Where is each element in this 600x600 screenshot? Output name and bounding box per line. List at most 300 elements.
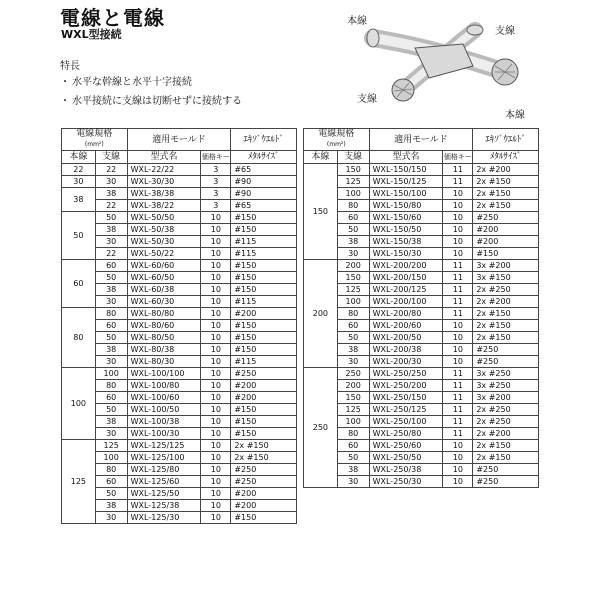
- table-row: [62, 212, 297, 224]
- model-cell: WXL-150/60: [369, 212, 443, 224]
- bullet: ・: [60, 96, 70, 107]
- table-row: [62, 176, 297, 188]
- price-key-cell: 10: [201, 320, 231, 332]
- table-row: [304, 416, 539, 428]
- model-cell: WXL-250/125: [369, 404, 443, 416]
- metal-size-cell: 3x #250: [473, 380, 539, 392]
- header-main: 本線: [62, 151, 96, 164]
- table-row: [304, 224, 539, 236]
- branch-cell: 125: [95, 440, 127, 452]
- price-key-cell: 10: [201, 224, 231, 236]
- branch-cell: 60: [95, 320, 127, 332]
- table-row: [62, 236, 297, 248]
- model-cell: WXL-250/150: [369, 392, 443, 404]
- price-key-cell: 10: [201, 452, 231, 464]
- price-key-cell: 10: [201, 356, 231, 368]
- table-row: [62, 248, 297, 260]
- model-cell: WXL-150/38: [369, 236, 443, 248]
- metal-size-cell: #250: [231, 476, 297, 488]
- price-key-cell: 10: [443, 188, 473, 200]
- metal-size-cell: 2x #150: [473, 320, 539, 332]
- branch-cell: 50: [337, 224, 369, 236]
- metal-size-cell: #250: [473, 464, 539, 476]
- model-cell: WXL-22/22: [127, 164, 201, 176]
- branch-cell: 50: [337, 452, 369, 464]
- table-row: [304, 200, 539, 212]
- model-cell: WXL-150/30: [369, 248, 443, 260]
- branch-cell: 150: [337, 272, 369, 284]
- table-row: [304, 368, 539, 380]
- model-cell: WXL-200/50: [369, 332, 443, 344]
- feature-text: 水平な幹線と水平十字接続: [72, 77, 192, 88]
- metal-size-cell: #250: [473, 356, 539, 368]
- model-cell: WXL-250/30: [369, 476, 443, 488]
- price-key-cell: 10: [443, 464, 473, 476]
- branch-cell: 30: [95, 428, 127, 440]
- price-key-cell: 10: [201, 440, 231, 452]
- price-key-cell: 11: [443, 260, 473, 272]
- header-branch: 支線: [337, 151, 369, 164]
- table-row: [62, 476, 297, 488]
- model-cell: WXL-60/38: [127, 284, 201, 296]
- model-cell: WXL-150/100: [369, 188, 443, 200]
- header-exo: ｴｷｿﾞｳｴﾙﾄﾞ: [231, 129, 297, 151]
- metal-size-cell: 2x #150: [473, 200, 539, 212]
- table-row: [62, 308, 297, 320]
- feature-item: [60, 73, 192, 88]
- model-cell: WXL-38/22: [127, 200, 201, 212]
- model-cell: WXL-250/38: [369, 464, 443, 476]
- metal-size-cell: #150: [231, 260, 297, 272]
- branch-cell: 22: [95, 164, 127, 176]
- table-row: [62, 392, 297, 404]
- model-cell: WXL-125/30: [127, 512, 201, 524]
- table-row: [304, 464, 539, 476]
- table-row: [62, 428, 297, 440]
- main-wire-cell: 125: [62, 440, 96, 524]
- price-key-cell: 3: [201, 188, 231, 200]
- metal-size-cell: #200: [231, 488, 297, 500]
- table-row: [304, 428, 539, 440]
- model-cell: WXL-125/38: [127, 500, 201, 512]
- price-key-cell: 11: [443, 164, 473, 176]
- metal-size-cell: #150: [231, 332, 297, 344]
- metal-size-cell: #150: [231, 284, 297, 296]
- price-key-cell: 10: [201, 272, 231, 284]
- header-wire-spec: 電線規格 (mm²): [304, 129, 370, 151]
- header-price-key: 価格キー: [201, 151, 231, 164]
- branch-cell: 30: [95, 296, 127, 308]
- label-branch-top: 支線: [495, 26, 515, 37]
- branch-cell: 22: [95, 248, 127, 260]
- table-row: [62, 500, 297, 512]
- main-wire-cell: 30: [62, 176, 96, 188]
- model-cell: WXL-200/100: [369, 296, 443, 308]
- metal-size-cell: #150: [231, 404, 297, 416]
- branch-cell: 60: [95, 392, 127, 404]
- price-key-cell: 10: [201, 296, 231, 308]
- main-wire-cell: 38: [62, 188, 96, 212]
- metal-size-cell: 2x #150: [473, 308, 539, 320]
- metal-size-cell: #200: [231, 500, 297, 512]
- table-row: [62, 320, 297, 332]
- table-row: [304, 284, 539, 296]
- table-row: [62, 296, 297, 308]
- branch-cell: 80: [95, 464, 127, 476]
- branch-cell: 50: [95, 404, 127, 416]
- model-cell: WXL-250/50: [369, 452, 443, 464]
- header-model: 型式名: [127, 151, 201, 164]
- header-main: 本線: [304, 151, 338, 164]
- table-row: [304, 356, 539, 368]
- metal-size-cell: 2x #150: [473, 176, 539, 188]
- branch-cell: 30: [95, 176, 127, 188]
- price-key-cell: 10: [201, 260, 231, 272]
- header-price-key: 価格キー: [443, 151, 473, 164]
- price-key-cell: 10: [443, 236, 473, 248]
- branch-cell: 80: [337, 308, 369, 320]
- model-cell: WXL-125/125: [127, 440, 201, 452]
- header-exo: ｴｷｿﾞｳｴﾙﾄﾞ: [473, 129, 539, 151]
- model-cell: WXL-125/100: [127, 452, 201, 464]
- branch-cell: 60: [337, 320, 369, 332]
- model-cell: WXL-125/80: [127, 464, 201, 476]
- features-heading: 特長: [60, 61, 80, 72]
- metal-size-cell: 2x #150: [473, 188, 539, 200]
- table-row: [62, 356, 297, 368]
- branch-cell: 60: [337, 440, 369, 452]
- table-row: [304, 248, 539, 260]
- table-row: [304, 308, 539, 320]
- branch-cell: 38: [337, 464, 369, 476]
- model-cell: WXL-38/38: [127, 188, 201, 200]
- price-key-cell: 10: [201, 380, 231, 392]
- metal-size-cell: #150: [231, 224, 297, 236]
- price-key-cell: 11: [443, 416, 473, 428]
- metal-size-cell: 3x #200: [473, 260, 539, 272]
- table-row: [62, 344, 297, 356]
- model-cell: WXL-200/150: [369, 272, 443, 284]
- branch-cell: 38: [337, 236, 369, 248]
- price-key-cell: 10: [201, 476, 231, 488]
- branch-cell: 30: [337, 248, 369, 260]
- price-key-cell: 10: [443, 344, 473, 356]
- header-wire-spec: 電線規格 (mm²): [62, 129, 128, 151]
- branch-cell: 38: [95, 224, 127, 236]
- price-key-cell: 10: [201, 392, 231, 404]
- table-row: [304, 380, 539, 392]
- model-cell: WXL-60/60: [127, 260, 201, 272]
- bullet: ・: [60, 77, 70, 88]
- price-key-cell: 11: [443, 404, 473, 416]
- metal-size-cell: #250: [231, 368, 297, 380]
- price-key-cell: 11: [443, 284, 473, 296]
- price-key-cell: 10: [443, 440, 473, 452]
- table-row: [62, 188, 297, 200]
- model-cell: WXL-250/200: [369, 380, 443, 392]
- price-key-cell: 10: [443, 248, 473, 260]
- table-row: [304, 452, 539, 464]
- price-key-cell: 10: [201, 488, 231, 500]
- metal-size-cell: #150: [231, 428, 297, 440]
- branch-cell: 100: [337, 296, 369, 308]
- price-key-cell: 10: [201, 236, 231, 248]
- metal-size-cell: #65: [231, 200, 297, 212]
- price-key-cell: 10: [443, 224, 473, 236]
- metal-size-cell: 2x #200: [473, 296, 539, 308]
- table-row: [304, 344, 539, 356]
- metal-size-cell: #65: [231, 164, 297, 176]
- branch-cell: 38: [95, 284, 127, 296]
- header-model: 型式名: [369, 151, 443, 164]
- price-key-cell: 10: [443, 332, 473, 344]
- price-key-cell: 10: [201, 500, 231, 512]
- metal-size-cell: #90: [231, 188, 297, 200]
- price-key-cell: 10: [201, 212, 231, 224]
- metal-size-cell: 3x #200: [473, 392, 539, 404]
- spec-table-right: [303, 128, 539, 488]
- metal-size-cell: #90: [231, 176, 297, 188]
- model-cell: WXL-30/30: [127, 176, 201, 188]
- branch-cell: 30: [337, 356, 369, 368]
- branch-cell: 100: [337, 188, 369, 200]
- price-key-cell: 10: [443, 320, 473, 332]
- table-row: [62, 272, 297, 284]
- metal-size-cell: #200: [473, 224, 539, 236]
- metal-size-cell: #200: [473, 236, 539, 248]
- header-metal-size: ﾒﾀﾙｻｲｽﾞ: [473, 151, 539, 164]
- metal-size-cell: 2x #250: [473, 284, 539, 296]
- metal-size-cell: 2x #200: [473, 164, 539, 176]
- main-wire-cell: 22: [62, 164, 96, 176]
- table-row: [62, 164, 297, 176]
- branch-cell: 50: [95, 332, 127, 344]
- model-cell: WXL-150/80: [369, 200, 443, 212]
- model-cell: WXL-100/100: [127, 368, 201, 380]
- metal-size-cell: #200: [231, 380, 297, 392]
- metal-size-cell: #115: [231, 236, 297, 248]
- price-key-cell: 11: [443, 368, 473, 380]
- branch-cell: 50: [95, 488, 127, 500]
- model-cell: WXL-200/60: [369, 320, 443, 332]
- branch-cell: 50: [95, 212, 127, 224]
- table-row: [62, 464, 297, 476]
- model-cell: WXL-100/50: [127, 404, 201, 416]
- branch-cell: 50: [337, 332, 369, 344]
- table-row: [62, 368, 297, 380]
- metal-size-cell: 2x #150: [231, 440, 297, 452]
- branch-cell: 200: [337, 260, 369, 272]
- model-cell: WXL-200/38: [369, 344, 443, 356]
- table-row: [62, 512, 297, 524]
- spec-table-left: [61, 128, 297, 524]
- metal-size-cell: #150: [231, 512, 297, 524]
- model-cell: WXL-80/60: [127, 320, 201, 332]
- price-key-cell: 10: [201, 248, 231, 260]
- price-key-cell: 10: [201, 416, 231, 428]
- branch-cell: 60: [95, 260, 127, 272]
- table-row: [304, 332, 539, 344]
- model-cell: WXL-80/30: [127, 356, 201, 368]
- model-cell: WXL-200/200: [369, 260, 443, 272]
- price-key-cell: 3: [201, 200, 231, 212]
- model-cell: WXL-80/38: [127, 344, 201, 356]
- price-key-cell: 10: [201, 404, 231, 416]
- page-title: 電線と電線: [60, 6, 165, 30]
- branch-cell: 125: [337, 284, 369, 296]
- branch-cell: 80: [95, 308, 127, 320]
- price-key-cell: 11: [443, 308, 473, 320]
- price-key-cell: 11: [443, 428, 473, 440]
- price-key-cell: 10: [201, 332, 231, 344]
- metal-size-cell: #115: [231, 248, 297, 260]
- header-mold: 適用モールド: [369, 129, 473, 151]
- model-cell: WXL-125/60: [127, 476, 201, 488]
- model-cell: WXL-200/30: [369, 356, 443, 368]
- price-key-cell: 10: [443, 452, 473, 464]
- table-row: [304, 164, 539, 176]
- header-branch: 支線: [95, 151, 127, 164]
- metal-size-cell: #150: [231, 272, 297, 284]
- table-row: [62, 260, 297, 272]
- table-row: [62, 488, 297, 500]
- table-row: [304, 176, 539, 188]
- branch-cell: 150: [337, 164, 369, 176]
- price-key-cell: 10: [201, 512, 231, 524]
- model-cell: WXL-100/30: [127, 428, 201, 440]
- price-key-cell: 10: [201, 368, 231, 380]
- branch-cell: 80: [337, 200, 369, 212]
- price-key-cell: 10: [443, 200, 473, 212]
- model-cell: WXL-50/50: [127, 212, 201, 224]
- price-key-cell: 11: [443, 176, 473, 188]
- branch-cell: 30: [95, 356, 127, 368]
- model-cell: WXL-50/38: [127, 224, 201, 236]
- connector-diagram: [345, 10, 545, 120]
- model-cell: WXL-150/50: [369, 224, 443, 236]
- branch-cell: 250: [337, 368, 369, 380]
- main-wire-cell: 100: [62, 368, 96, 440]
- table-row: [304, 476, 539, 488]
- price-key-cell: 11: [443, 272, 473, 284]
- branch-cell: 80: [95, 380, 127, 392]
- branch-cell: 200: [337, 380, 369, 392]
- branch-cell: 125: [337, 176, 369, 188]
- price-key-cell: 10: [201, 464, 231, 476]
- branch-cell: 50: [95, 272, 127, 284]
- price-key-cell: 10: [201, 344, 231, 356]
- header-mold: 適用モールド: [127, 129, 231, 151]
- metal-size-cell: #150: [231, 320, 297, 332]
- metal-size-cell: 3x #150: [473, 272, 539, 284]
- metal-size-cell: #150: [231, 416, 297, 428]
- metal-size-cell: 3x #250: [473, 368, 539, 380]
- table-row: [62, 284, 297, 296]
- table-row: [62, 404, 297, 416]
- model-cell: WXL-60/50: [127, 272, 201, 284]
- model-cell: WXL-80/80: [127, 308, 201, 320]
- header-metal-size: ﾒﾀﾙｻｲｽﾞ: [231, 151, 297, 164]
- branch-cell: 60: [337, 212, 369, 224]
- table-row: [62, 440, 297, 452]
- branch-cell: 100: [95, 368, 127, 380]
- table-row: [62, 380, 297, 392]
- metal-size-cell: #250: [473, 476, 539, 488]
- label-branch-bottom: 支線: [357, 94, 377, 105]
- model-cell: WXL-250/250: [369, 368, 443, 380]
- branch-cell: 38: [95, 500, 127, 512]
- branch-cell: 38: [95, 416, 127, 428]
- model-cell: WXL-60/30: [127, 296, 201, 308]
- metal-size-cell: #200: [231, 308, 297, 320]
- model-cell: WXL-150/125: [369, 176, 443, 188]
- branch-cell: 38: [337, 344, 369, 356]
- main-wire-cell: 200: [304, 260, 338, 368]
- metal-size-cell: 2x #250: [473, 404, 539, 416]
- table-row: [304, 404, 539, 416]
- model-cell: WXL-50/30: [127, 236, 201, 248]
- price-key-cell: 10: [201, 284, 231, 296]
- branch-cell: 30: [337, 476, 369, 488]
- table-row: [62, 224, 297, 236]
- feature-item: [60, 92, 242, 107]
- table-row: [304, 320, 539, 332]
- branch-cell: 100: [337, 416, 369, 428]
- table-row: [304, 440, 539, 452]
- metal-size-cell: 2x #250: [473, 416, 539, 428]
- branch-cell: 38: [95, 188, 127, 200]
- price-key-cell: 3: [201, 164, 231, 176]
- table-row: [304, 212, 539, 224]
- model-cell: WXL-125/50: [127, 488, 201, 500]
- metal-size-cell: #250: [231, 464, 297, 476]
- metal-size-cell: #150: [473, 248, 539, 260]
- table-row: [62, 200, 297, 212]
- feature-text: 水平接続に支線は切断せずに接続する: [72, 96, 242, 107]
- price-key-cell: 11: [443, 296, 473, 308]
- model-cell: WXL-250/100: [369, 416, 443, 428]
- main-wire-cell: 150: [304, 164, 338, 260]
- metal-size-cell: 2x #150: [473, 452, 539, 464]
- metal-size-cell: #115: [231, 356, 297, 368]
- table-row: [62, 452, 297, 464]
- model-cell: WXL-100/80: [127, 380, 201, 392]
- branch-cell: 125: [337, 404, 369, 416]
- metal-size-cell: #200: [231, 392, 297, 404]
- metal-size-cell: #150: [231, 212, 297, 224]
- table-row: [304, 188, 539, 200]
- main-wire-cell: 250: [304, 368, 338, 488]
- model-cell: WXL-100/60: [127, 392, 201, 404]
- model-cell: WXL-250/60: [369, 440, 443, 452]
- branch-cell: 150: [337, 392, 369, 404]
- model-cell: WXL-200/125: [369, 284, 443, 296]
- branch-cell: 30: [95, 512, 127, 524]
- price-key-cell: 10: [443, 212, 473, 224]
- price-key-cell: 10: [201, 428, 231, 440]
- price-key-cell: 10: [201, 308, 231, 320]
- label-main-bottom: 本線: [505, 110, 525, 121]
- model-cell: WXL-250/80: [369, 428, 443, 440]
- table-row: [304, 296, 539, 308]
- branch-cell: 30: [95, 236, 127, 248]
- table-row: [304, 236, 539, 248]
- metal-size-cell: #115: [231, 296, 297, 308]
- metal-size-cell: 2x #150: [473, 440, 539, 452]
- price-key-cell: 11: [443, 380, 473, 392]
- metal-size-cell: #250: [473, 344, 539, 356]
- price-key-cell: 3: [201, 176, 231, 188]
